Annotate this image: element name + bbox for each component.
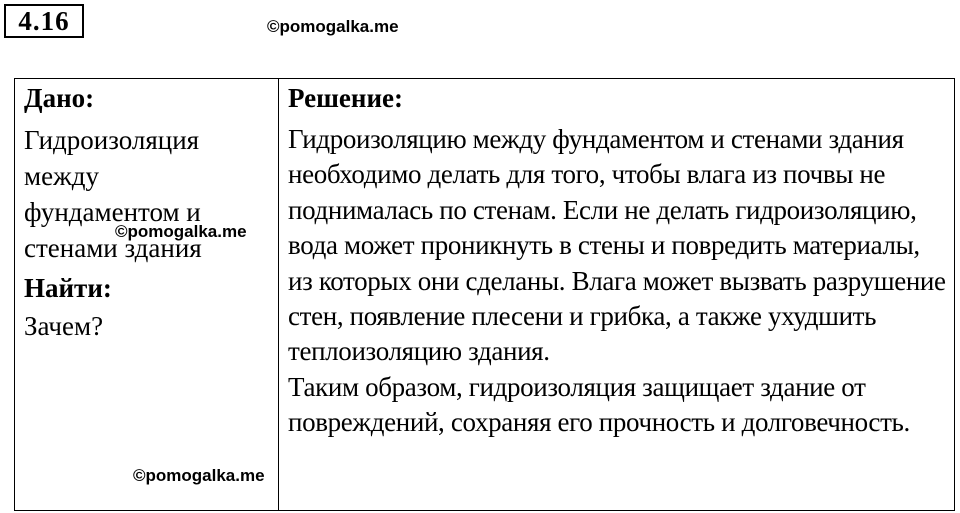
watermark-middle: ©pomogalka.me — [115, 222, 247, 241]
find-text: Зачем? — [24, 311, 104, 341]
given-line: между — [24, 161, 99, 191]
solution-paragraph: Таким образом, гидроизоляция защищает здание от повреждений, сохраняя его прочность и долговечность. — [288, 371, 910, 438]
given-line: Гидроизоляция — [24, 125, 200, 155]
watermark-top: ©pomogalka.me — [267, 17, 399, 36]
given-line: стенами здания — [24, 233, 202, 263]
given-line: фундаментом и — [24, 197, 201, 227]
solution-table — [14, 78, 955, 511]
find-heading: Найти: — [24, 273, 112, 303]
solution-text — [288, 122, 948, 441]
column-divider — [278, 79, 279, 510]
watermark-bottom: ©pomogalka.me — [133, 466, 265, 485]
problem-number: 4.16 — [4, 4, 84, 38]
given-column — [24, 79, 274, 344]
given-text — [24, 122, 274, 266]
solution-column — [288, 79, 948, 441]
solution-heading: Решение: — [288, 83, 403, 113]
solution-paragraph: Гидроизоляцию между фундаментом и стенами здания необходимо делать для того, чтобы влага из почвы не поднималась по стенам. Если не делать гидроизоляцию, вода может проникнуть в стены и повредить материалы, из которых они сделаны. Влага может вызвать разрушение стен, появление плесени и грибка, а также ухудшить теплоизоляцию здания. — [288, 124, 946, 367]
given-heading: Дано: — [24, 83, 95, 113]
